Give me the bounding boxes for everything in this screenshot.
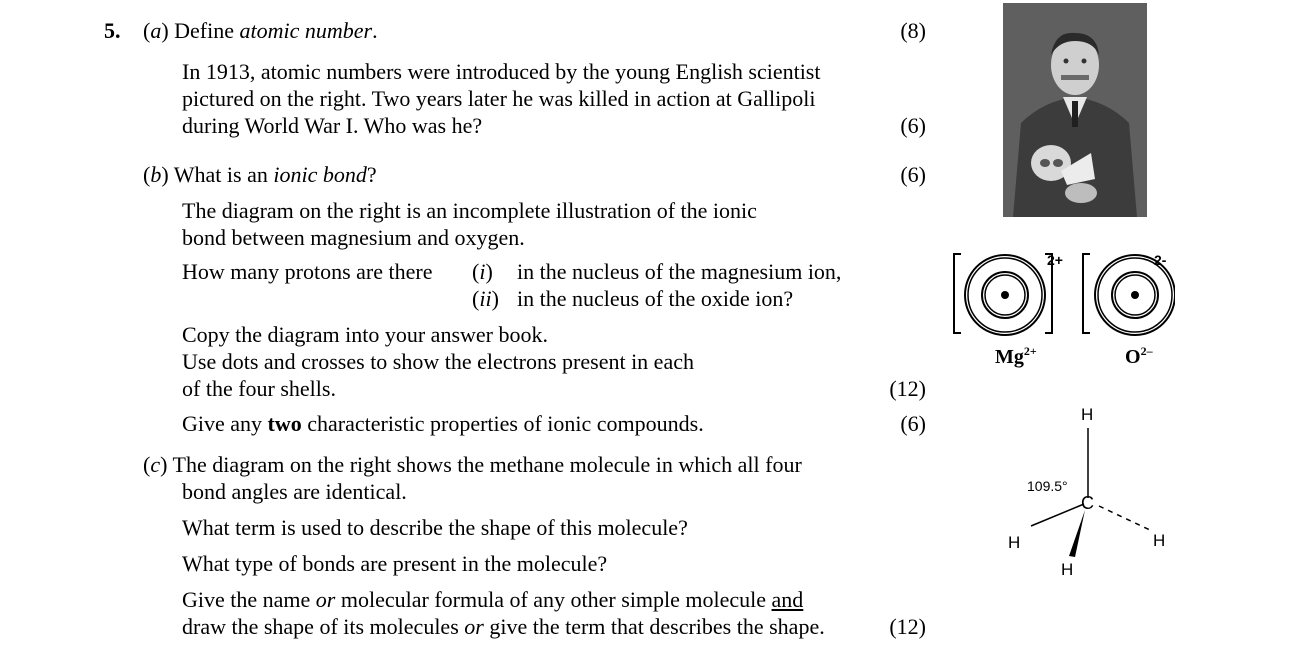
part-b-diagram-line-1: The diagram on the right is an incomplete illustration of the ionic (182, 198, 757, 223)
part-a-line-1: In 1913, atomic numbers were introduced by the young English scientist (182, 59, 821, 84)
o-nucleus (1131, 291, 1139, 299)
part-c-intro-2: bond angles are identical. (182, 479, 407, 504)
bond-front-wedge (1069, 510, 1085, 557)
shape-question: What term is used to describe the shape of this molecule? (182, 515, 688, 540)
protons-intro: How many protons are there (182, 259, 433, 284)
part-b-prompt: (b) What is an ionic bond? (143, 162, 377, 187)
atom-h-top: H (1081, 405, 1094, 424)
part-a-line-2: pictured on the right. Two years later he was killed in action at Gallipoli (182, 86, 816, 111)
final-line-1: Give the name or molecular formula of any other simple molecule and (182, 587, 804, 612)
atom-h-right: H (1153, 531, 1166, 550)
part-c-intro-1: (c) The diagram on the right shows the methane molecule in which all four (143, 452, 802, 477)
mg-bracket-charge: 2+ (1047, 252, 1063, 268)
methane-diagram (995, 398, 1185, 583)
part-c-marks: (12) (889, 614, 926, 639)
bond-right-dashed (1099, 506, 1150, 530)
properties-line: Give any two characteristic properties of ionic compounds. (182, 411, 704, 436)
part-a-marks: (8) (900, 18, 926, 43)
part-a-line-3: during World War I. Who was he? (182, 113, 483, 138)
sub-ii-label: (ii) (472, 286, 499, 311)
bond-left (1031, 504, 1084, 526)
mg-left-bracket (954, 254, 961, 333)
part-a-prompt: (a) Define atomic number. (143, 18, 378, 43)
atom-h-front: H (1061, 560, 1074, 579)
o-ion-label: $O^{2-}$ (1125, 344, 1153, 368)
copy-line-3: of the four shells. (182, 376, 336, 401)
o-left-bracket (1083, 254, 1090, 333)
part-b-marks: (6) (900, 162, 926, 187)
bonds-question: What type of bonds are present in the molecule? (182, 551, 608, 576)
scientist-portrait-illustration (1003, 3, 1147, 217)
scientist-photo (1003, 3, 1147, 217)
bond-angle-label: 109.5° (1027, 478, 1068, 494)
properties-marks: (6) (900, 411, 926, 436)
question-number: 5. (104, 18, 121, 43)
sub-ii-text: in the nucleus of the oxide ion? (517, 286, 794, 311)
copy-line-2: Use dots and crosses to show the electrons present in each (182, 349, 694, 374)
mg-ion-label: $Mg^{2+}$ (995, 344, 1037, 368)
ionic-bond-diagram (945, 240, 1175, 390)
part-a-text-marks: (6) (900, 113, 926, 138)
part-b-diagram-line-2: bond between magnesium and oxygen. (182, 225, 525, 250)
mg-nucleus (1001, 291, 1009, 299)
atom-h-left: H (1008, 533, 1021, 552)
o-bracket-charge: 2- (1154, 252, 1167, 268)
copy-line-1: Copy the diagram into your answer book. (182, 322, 548, 347)
sub-i-label: (i) (472, 259, 493, 284)
sub-i-text: in the nucleus of the magnesium ion, (517, 259, 842, 284)
atom-c: C (1081, 493, 1094, 513)
magnesium-ion (954, 254, 1052, 335)
final-line-2: draw the shape of its molecules or give the term that describes the shape. (182, 614, 825, 639)
copy-marks: (12) (889, 376, 926, 401)
